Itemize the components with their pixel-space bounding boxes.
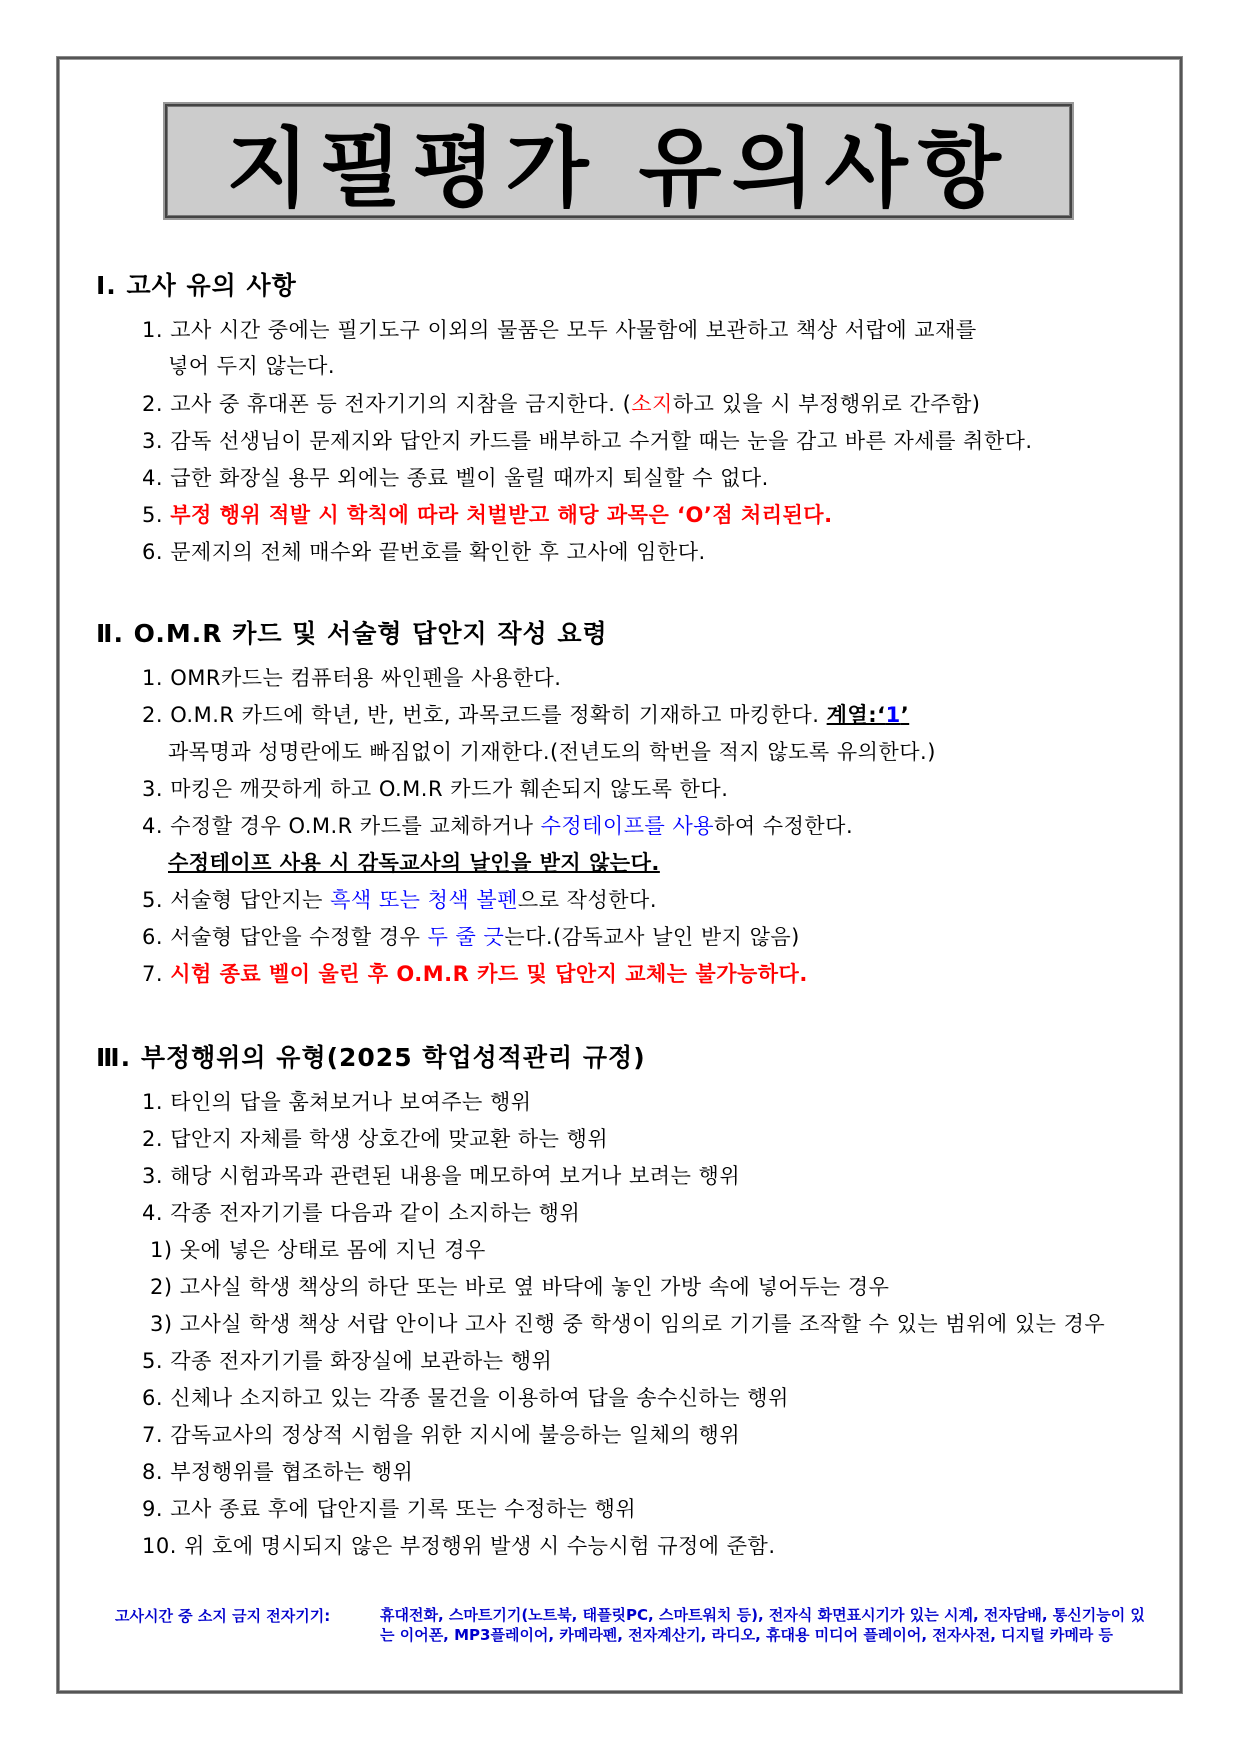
item-number: 2.	[142, 392, 164, 416]
item-highlight: 흑색 또는 청색 볼펜	[330, 888, 518, 912]
list-item	[142, 810, 853, 840]
item-highlight: 두 줄 긋	[427, 925, 505, 949]
item-number: 2.	[142, 703, 164, 727]
item-text: 해당 시험과목과 관련된 내용을 메모하여 보거나 보려는 행위	[170, 1164, 741, 1188]
list-item	[142, 425, 1033, 455]
list-item-continuation: 과목명과 성명란에도 빠짐없이 기재한다.(전년도의 학번을 적지 않도록 유의한다.)	[168, 740, 936, 764]
item-number: 6.	[142, 1386, 164, 1410]
title-box	[165, 104, 1072, 218]
sub-item: 1) 옷에 넣은 상태로 몸에 지닌 경우	[150, 1238, 486, 1262]
item-text: O.M.R 카드에 학년, 반, 번호, 과목코드를 정확히 기재하고 마킹한다.	[170, 703, 820, 727]
list-item-continuation: 수정테이프 사용 시 감독교사의 날인을 받지 않는다.	[168, 851, 660, 875]
item-text: 하고 있을 시 부정행위로 간주함)	[672, 392, 981, 416]
item-text: 수정할 경우 O.M.R 카드를 교체하거나	[170, 814, 541, 838]
list-item	[142, 462, 769, 492]
item-text: 각종 전자기기를 화장실에 보관하는 행위	[170, 1349, 553, 1373]
item-text: 하여 수정한다.	[714, 814, 854, 838]
section-heading-3: Ⅲ. 부정행위의 유형(2025 학업성적관리 규정)	[96, 1043, 646, 1072]
section-heading-1: Ⅰ. 고사 유의 사항	[96, 271, 297, 300]
track-label: 계열:‘	[826, 703, 886, 727]
item-number: 5.	[142, 503, 164, 527]
list-item	[142, 536, 706, 566]
item-number: 3.	[142, 429, 164, 453]
item-number: 6.	[142, 540, 164, 564]
list-item-warning	[142, 499, 833, 529]
track-value: 1	[885, 703, 901, 727]
list-item	[142, 773, 728, 803]
item-number: 9.	[142, 1497, 164, 1521]
item-number: 7.	[142, 962, 164, 986]
list-item	[142, 699, 909, 729]
item-text: 시험 종료 벨이 울린 후 O.M.R 카드 및 답안지 교체는 불가능하다.	[170, 962, 808, 986]
list-item	[142, 1197, 580, 1227]
item-text: 부정행위를 협조하는 행위	[170, 1460, 414, 1484]
item-number: 5.	[142, 888, 164, 912]
item-number: 1.	[142, 1090, 164, 1114]
item-number: 6.	[142, 925, 164, 949]
item-text: 감독 선생님이 문제지와 답안지 카드를 배부하고 수거할 때는 눈을 감고 바른 자세를 취한다.	[170, 429, 1033, 453]
track-quote: ’	[900, 703, 910, 727]
list-item	[142, 1419, 740, 1449]
list-item	[142, 1345, 552, 1375]
list-item	[142, 1530, 776, 1560]
item-text: 답안지 자체를 학생 상호간에 맞교환 하는 행위	[170, 1127, 609, 1151]
list-item	[142, 1493, 636, 1523]
list-item	[142, 1086, 532, 1116]
item-text: 는다.(감독교사 날인 받지 않음)	[504, 925, 800, 949]
item-number: 4.	[142, 466, 164, 490]
track-field	[827, 703, 910, 727]
list-item	[142, 314, 977, 344]
item-number: 1.	[142, 666, 164, 690]
item-text: 급한 화장실 용무 외에는 종료 벨이 울릴 때까지 퇴실할 수 없다.	[170, 466, 769, 490]
item-number: 2.	[142, 1127, 164, 1151]
item-text: 서술형 답안을 수정할 경우	[170, 925, 428, 949]
item-number: 4.	[142, 814, 164, 838]
item-number: 4.	[142, 1201, 164, 1225]
item-text: 으로 작성한다.	[517, 888, 657, 912]
list-item	[142, 1456, 413, 1486]
item-number: 3.	[142, 777, 164, 801]
item-text: 고사 시간 중에는 필기도구 이외의 물품은 모두 사물함에 보관하고 책상 서랍에 교재를	[170, 318, 977, 342]
list-item-warning	[142, 958, 808, 988]
list-item	[142, 388, 980, 418]
item-number: 10.	[142, 1534, 177, 1558]
list-item	[142, 1160, 740, 1190]
item-number: 5.	[142, 1349, 164, 1373]
list-item	[142, 662, 561, 692]
section-heading-2: Ⅱ. O.M.R 카드 및 서술형 답안지 작성 요령	[96, 619, 608, 648]
item-number: 3.	[142, 1164, 164, 1188]
list-item	[142, 921, 800, 951]
page-title: 지필평가 유의사항	[226, 119, 1011, 219]
item-number: 7.	[142, 1423, 164, 1447]
item-text: 감독교사의 정상적 시험을 위한 지시에 불응하는 일체의 행위	[170, 1423, 741, 1447]
item-text: 마킹은 깨끗하게 하고 O.M.R 카드가 훼손되지 않도록 한다.	[170, 777, 729, 801]
item-text: 부정 행위 적발 시 학칙에 따라 처벌받고 해당 과목은 ‘O’점 처리된다.	[170, 503, 833, 527]
item-number: 8.	[142, 1460, 164, 1484]
item-text: 위 호에 명시되지 않은 부정행위 발생 시 수능시험 규정에 준함.	[184, 1534, 776, 1558]
list-item	[142, 884, 657, 914]
list-item	[142, 1123, 608, 1153]
item-text: 서술형 답안지는	[170, 888, 331, 912]
sub-item: 2) 고사실 학생 책상의 하단 또는 바로 옆 바닥에 놓인 가방 속에 넣어두는 경우	[150, 1275, 890, 1299]
note-body: 휴대전화, 스마트기기(노트북, 태플릿PC, 스마트워치 등), 전자식 화면표시기가 있는 시계, 전자담배, 통신기능이 있는 이어폰, MP3플레이어, 카메라펜, 전자계산기, 라디오, 휴대용 미디어 플레이어, 전자사전, 디지털 카메라 등	[380, 1606, 1145, 1644]
list-item-continuation: 넣어 두지 않는다.	[168, 354, 336, 378]
list-item	[142, 1382, 789, 1412]
sub-item: 3) 고사실 학생 책상 서랍 안이나 고사 진행 중 학생이 임의로 기기를 조작할 수 있는 범위에 있는 경우	[150, 1312, 1106, 1336]
item-text: 타인의 답을 훔쳐보거나 보여주는 행위	[170, 1090, 532, 1114]
item-text: 고사 중 휴대폰 등 전자기기의 지참을 금지한다. (	[170, 392, 632, 416]
item-highlight: 소지	[631, 392, 673, 416]
item-text: 고사 종료 후에 답안지를 기록 또는 수정하는 행위	[170, 1497, 637, 1521]
item-text: 신체나 소지하고 있는 각종 물건을 이용하여 답을 송수신하는 행위	[170, 1386, 789, 1410]
item-text: 각종 전자기기를 다음과 같이 소지하는 행위	[170, 1201, 581, 1225]
note-label: 고사시간 중 소지 금지 전자기기:	[115, 1607, 331, 1625]
item-text: OMR카드는 컴퓨터용 싸인펜을 사용한다.	[170, 666, 562, 690]
item-text: 문제지의 전체 매수와 끝번호를 확인한 후 고사에 임한다.	[170, 540, 706, 564]
item-highlight: 수정테이프를 사용	[540, 814, 715, 838]
prohibited-devices-note	[115, 1605, 1145, 1645]
item-number: 1.	[142, 318, 164, 342]
